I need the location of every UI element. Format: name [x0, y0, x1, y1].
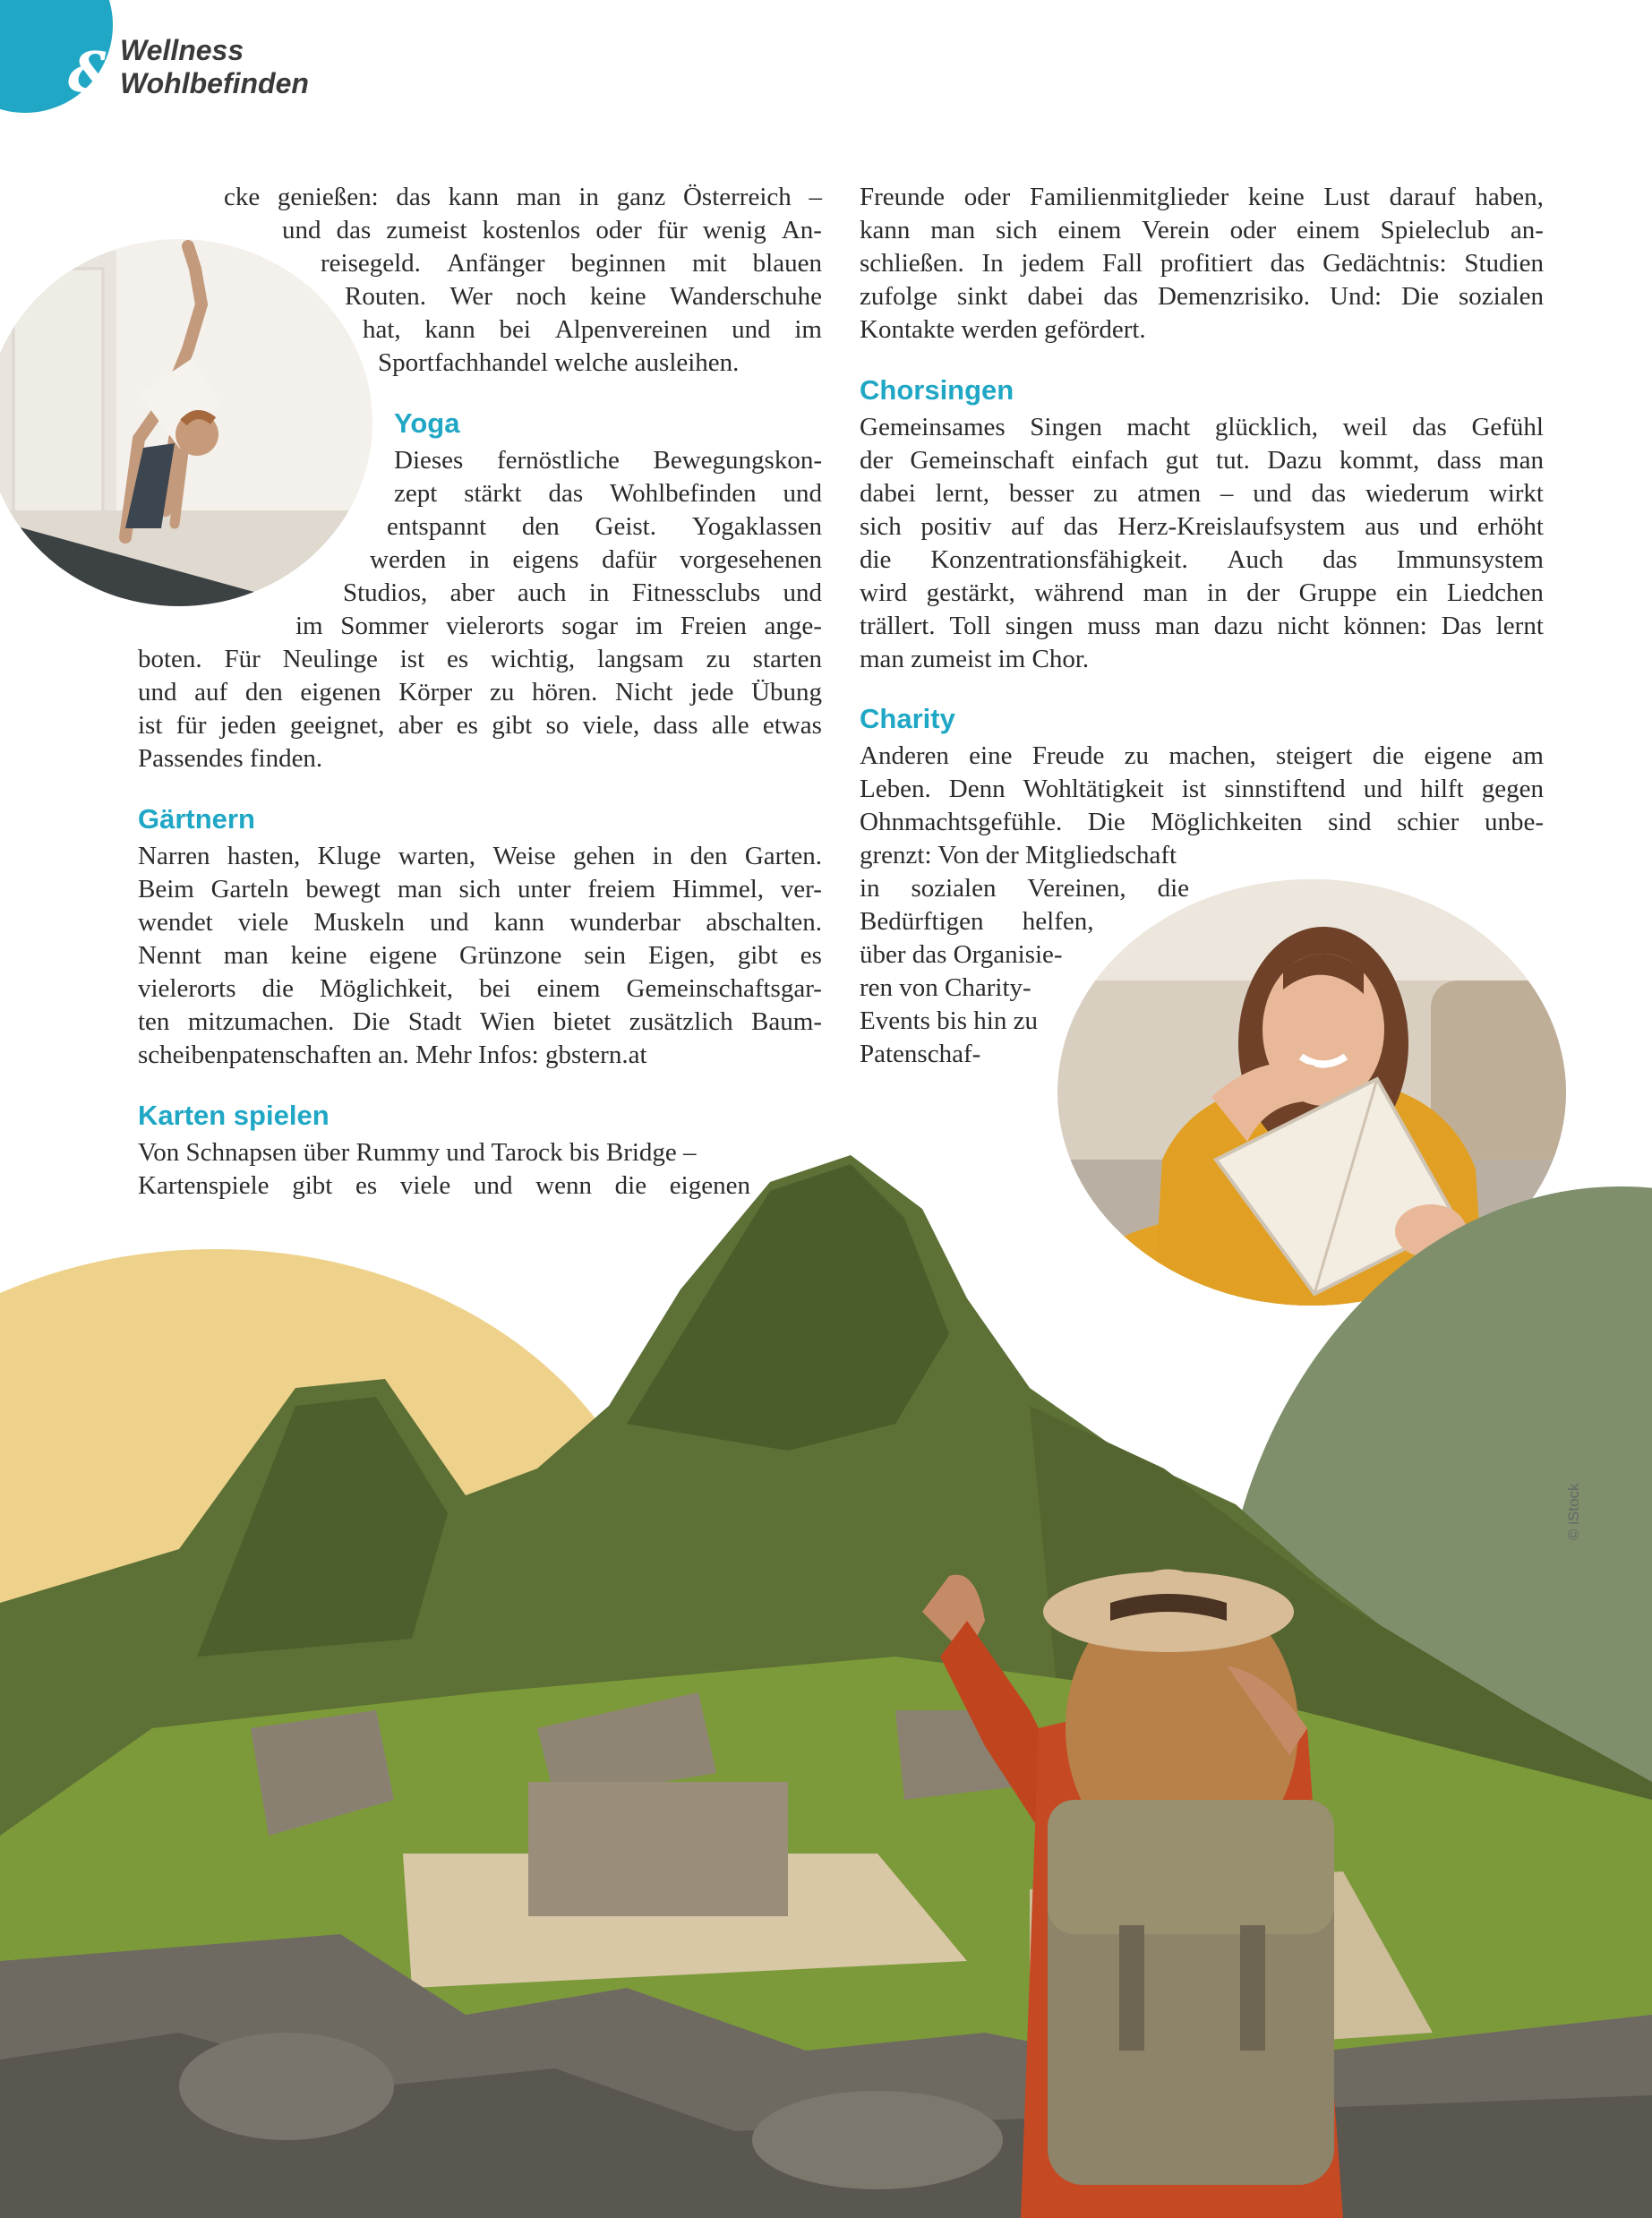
left-intro-line: und das zumeist kostenlos oder für wenig An- [282, 216, 822, 244]
chorsingen-line: trällert. Toll singen muss man dazu nicht können: Das lernt [860, 612, 1544, 640]
machu-picchu-photo [0, 1155, 1652, 2218]
yoga-line: Studios, aber auch in Fitnessclubs und [343, 578, 822, 607]
yoga-line: Dieses fernöstliche Bewegungskon- [394, 446, 822, 475]
left-intro-line: Routen. Wer noch keine Wanderschuhe [345, 282, 822, 311]
right-intro-line: schließen. In jedem Fall profitiert das Gedächtnis: Studien [860, 249, 1544, 278]
charity-line: Ohnmachtsgefühle. Die Möglichkeiten sind schier unbe- [860, 808, 1544, 836]
brand-title-line2: Wohlbefinden [120, 67, 309, 99]
chorsingen-line: wird gestärkt, während man in der Gruppe ein Liedchen [860, 578, 1544, 607]
photo-credit: © iStock [1565, 1483, 1582, 1540]
left-intro-line: hat, kann bei Alpenvereinen und im [363, 315, 822, 344]
yoga-line: entspannt den Geist. Yogaklassen [387, 512, 822, 541]
charity-line: Leben. Denn Wohltätigkeit ist sinnstiftend und hilft gegen [860, 775, 1544, 803]
yoga-line: boten. Für Neulinge ist es wichtig, langsam zu starten [138, 645, 822, 673]
brand-ampersand: & [68, 39, 118, 105]
yoga-photo [0, 215, 376, 609]
right-intro-line: Freunde oder Familienmitglieder keine Lust darauf haben, [860, 183, 1544, 211]
yoga-line: und auf den eigenen Körper zu hören. Nicht jede Übung [138, 678, 822, 707]
charity-line: grenzt: Von der Mitgliedschaft [860, 841, 1177, 869]
heading-chorsingen: Chorsingen [860, 374, 1014, 406]
heading-yoga: Yoga [394, 407, 460, 439]
yoga-line: ist für jeden geeignet, aber es gibt so viele, dass alle etwas [138, 711, 822, 740]
gaertnern-line: Beim Garteln bewegt man sich unter freiem Himmel, ver- [138, 875, 822, 903]
chorsingen-line: der Gemeinschaft einfach gut tut. Dazu kommt, dass man [860, 446, 1544, 475]
charity-line: Events bis hin zu [860, 1006, 1038, 1035]
right-intro-line: zufolge sinkt dabei das Demenzrisiko. Und: Die sozialen [860, 282, 1544, 311]
chorsingen-line: Gemeinsames Singen macht glücklich, weil das Gefühl [860, 413, 1544, 441]
yoga-line: zept stärkt das Wohlbefinden und [394, 479, 822, 508]
gaertnern-line: Nennt man keine eigene Grünzone sein Eigen, gibt es [138, 941, 822, 970]
charity-line: in sozialen Vereinen, die [860, 874, 1189, 903]
chorsingen-line: dabei lernt, besser zu atmen – und das wiederum wirkt [860, 479, 1544, 508]
gaertnern-line: wendet viele Muskeln und kann wunderbar abschalten. [138, 908, 822, 937]
gaertnern-line: ten mitzumachen. Die Stadt Wien bietet zusätzlich Baum- [138, 1007, 822, 1036]
charity-line: über das Organisie- [860, 940, 1063, 969]
heading-karten-spielen: Karten spielen [138, 1100, 330, 1131]
charity-line: Anderen eine Freude zu machen, steigert die eigene am [860, 741, 1544, 770]
charity-line: Patenschaf- [860, 1040, 981, 1068]
heading-charity: Charity [860, 703, 955, 734]
yoga-line: im Sommer vielerorts sogar im Freien ange- [295, 612, 822, 640]
gaertnern-line: Narren hasten, Kluge warten, Weise gehen in den Garten. [138, 842, 822, 870]
charity-line: ren von Charity- [860, 973, 1031, 1002]
right-intro-line: Kontakte werden gefördert. [860, 315, 1146, 344]
chorsingen-line: man zumeist im Chor. [860, 645, 1090, 673]
gaertnern-line: scheibenpatenschaften an. Mehr Infos: gbstern.at [138, 1040, 647, 1069]
charity-line: Bedürftigen helfen, [860, 907, 1094, 936]
left-intro-line: Sportfachhandel welche ausleihen. [378, 348, 740, 377]
right-intro-line: kann man sich einem Verein oder einem Spieleclub an- [860, 216, 1544, 244]
karten-line: Von Schnapsen über Rummy und Tarock bis Bridge – [138, 1138, 697, 1167]
brand-title-line1: Wellness [120, 34, 244, 66]
left-intro-line: cke genießen: das kann man in ganz Österreich – [224, 183, 822, 211]
karten-line: Kartenspiele gibt es viele und wenn die eigenen [138, 1171, 750, 1200]
chorsingen-line: sich positiv auf das Herz-Kreislaufsystem aus und erhöht [860, 512, 1544, 541]
left-intro-line: reisegeld. Anfänger beginnen mit blauen [321, 249, 822, 278]
gaertnern-line: vielerorts die Möglichkeit, bei einem Gemeinschaftsgar- [138, 974, 822, 1003]
chorsingen-line: die Konzentrationsfähigkeit. Auch das Immunsystem [860, 545, 1544, 574]
yoga-line: Passendes finden. [138, 744, 323, 773]
yoga-line: werden in eigens dafür vorgesehenen [370, 545, 822, 574]
heading-gaertnern: Gärtnern [138, 803, 255, 835]
